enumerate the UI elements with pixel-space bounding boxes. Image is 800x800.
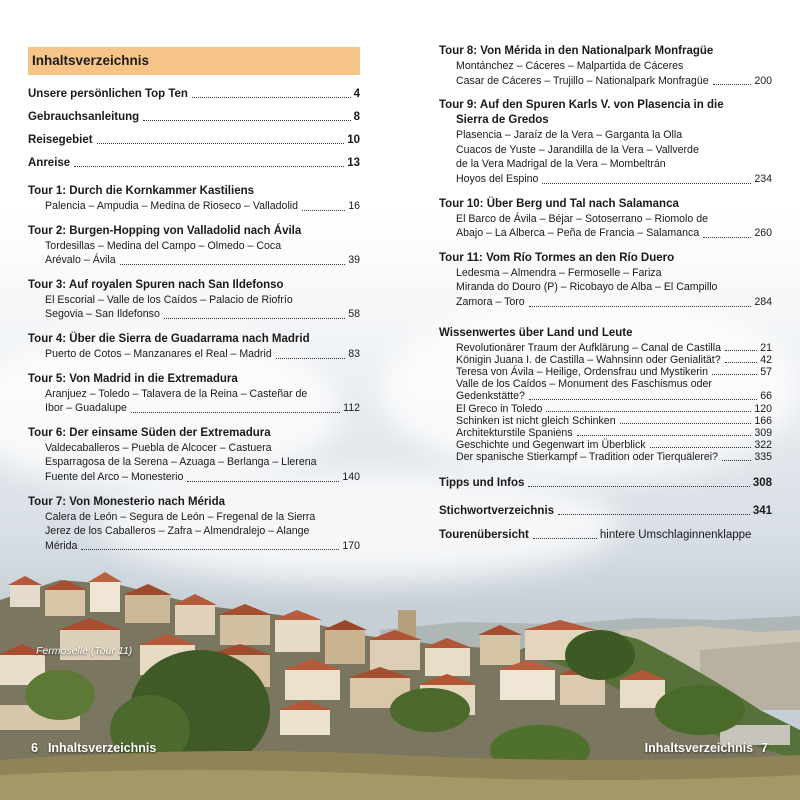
toc-entry[interactable] — [28, 110, 360, 124]
tour-stop-line: Calera de León – Segura de León – Fregenal de la Sierra — [45, 510, 316, 523]
tour-title-line: Sierra de Gredos — [456, 114, 549, 127]
leader-dots — [192, 87, 351, 98]
toc-entry[interactable] — [45, 347, 360, 362]
running-head: Inhaltsverzeichnis — [644, 741, 754, 755]
tour-list — [28, 184, 360, 553]
tour-title-line: Tour 11: Vom Río Tormes an den Río Duero — [439, 251, 675, 264]
toc-entry[interactable] — [439, 476, 772, 490]
leader-dots — [577, 427, 752, 436]
toc-heading: Inhaltsverzeichnis — [28, 47, 360, 75]
tour-title — [439, 98, 772, 128]
toc-entry-page: 308 — [752, 476, 772, 489]
toc-entry[interactable] — [28, 87, 360, 101]
toc-entry-page: 140 — [342, 470, 360, 483]
tour-stops — [28, 199, 360, 214]
tour-stops — [28, 387, 360, 416]
tour-stops — [28, 441, 360, 485]
leader-dots — [703, 226, 751, 238]
tour-title-line: Tour 8: Von Mérida in den Nationalpark Monfragüe — [439, 45, 714, 57]
page-number: 7 — [761, 741, 768, 755]
toc-entry[interactable] — [45, 401, 360, 416]
tour-title-line: Tour 9: Auf den Spuren Karls V. von Plasencia in die — [439, 99, 724, 112]
toc-entry-page: 260 — [754, 227, 772, 240]
toc-entry[interactable] — [45, 539, 360, 554]
toc-entry-page: 284 — [754, 295, 772, 308]
tour-title-line: Tour 2: Burgen-Hopping von Valladolid nach Ávila — [28, 224, 302, 237]
tour-stop-line: Aranjuez – Toledo – Talavera de la Reina – Casteñar de — [45, 387, 308, 400]
tour-stop-line: El Escorial – Valle de los Caídos – Palacio de Riofrío — [45, 293, 293, 306]
toc-entry[interactable] — [28, 133, 360, 147]
tour-entry[interactable] — [28, 372, 360, 416]
toc-entry-title: El Greco in Toledo — [456, 402, 543, 415]
page-number: 6 — [31, 741, 38, 755]
tour-stop-line: Miranda do Douro (P) – Ricobayo de Alba – El Campillo — [456, 281, 718, 294]
tour-title-line: Tour 4: Über die Sierra de Guadarrama nach Madrid — [28, 332, 310, 345]
left-column — [28, 47, 360, 553]
tour-entry[interactable] — [28, 332, 360, 362]
toc-entry-page: 10 — [347, 134, 360, 146]
footer-right — [645, 741, 768, 755]
toc-entry-page: 66 — [760, 390, 772, 403]
toc-entry[interactable] — [456, 427, 772, 439]
tour-stop-line: Plasencia – Jaraíz de la Vera – Garganta la Olla — [456, 129, 683, 142]
toc-entry-page: 83 — [348, 347, 360, 360]
leader-dots — [143, 110, 350, 121]
tour-stop-line: Cuacos de Yuste – Jarandilla de la Vera – Vallverde — [456, 143, 699, 156]
toc-entry-page: 112 — [343, 402, 360, 415]
toc-entry-title: Puerto de Cotos – Manzanares el Real – Madrid — [45, 347, 272, 360]
toc-entry-page: 309 — [754, 426, 772, 439]
toc-entry[interactable] — [456, 74, 772, 89]
wissen-line: Valle de los Caídos – Monument des Faschismus oder — [456, 378, 712, 391]
tour-stop-line: de la Vera Madrigal de la Vera – Mombeltrán — [456, 158, 666, 171]
toc-entry-page: 21 — [760, 341, 772, 354]
tour-stops — [439, 128, 772, 186]
leader-dots — [712, 366, 757, 375]
tour-title — [28, 278, 360, 293]
leader-dots — [542, 172, 751, 184]
toc-entry[interactable] — [45, 307, 360, 322]
tour-title-line: Tour 7: Von Monesterio nach Mérida — [28, 495, 226, 508]
toc-entry-title: Unsere persönlichen Top Ten — [28, 88, 188, 100]
right-column — [439, 44, 772, 542]
leader-dots — [131, 401, 340, 413]
tour-title — [28, 426, 360, 441]
toc-entry[interactable] — [439, 504, 772, 518]
toc-entry-title: Tourenübersicht — [439, 528, 529, 541]
toc-entry-title: Segovia – San Ildefonso — [45, 308, 160, 321]
toc-entry-page: 200 — [754, 74, 772, 87]
toc-entry-page: 166 — [754, 414, 772, 427]
tour-stop-line: Esparragosa de la Serena – Azuaga – Berlanga – Llerena — [45, 456, 317, 469]
toc-entry[interactable] — [45, 470, 360, 485]
tour-stops — [28, 293, 360, 322]
village-photo — [0, 560, 800, 800]
leader-dots — [120, 253, 346, 265]
toc-entry-title: Ibor – Guadalupe — [45, 402, 127, 415]
leader-dots — [558, 504, 750, 515]
toc-entry-title: Teresa von Ávila – Heilige, Ordensfrau und Mystikerin — [456, 365, 709, 378]
tour-title — [439, 197, 772, 212]
toc-entry-title: Tipps und Infos — [439, 476, 525, 489]
toc-entry-page: 42 — [760, 353, 772, 366]
toc-entry[interactable] — [456, 403, 772, 415]
tour-stops — [28, 239, 360, 268]
tour-entry[interactable] — [439, 44, 772, 88]
toc-entry-title: Reisegebiet — [28, 134, 93, 146]
toc-entry-title: Gebrauchsanleitung — [28, 111, 140, 123]
photo-caption: Fermoselle (Tour 11) — [36, 645, 133, 657]
toc-entry-title: Schinken ist nicht gleich Schinken — [456, 414, 616, 427]
toc-entry-page: 4 — [353, 88, 360, 100]
tour-stops — [28, 347, 360, 362]
leader-dots — [302, 199, 345, 211]
tour-title — [439, 251, 772, 266]
tour-stops — [439, 212, 772, 241]
touren-entry[interactable] — [439, 528, 772, 542]
leader-dots — [546, 403, 751, 412]
toc-entry-title: Geschichte und Gegenwart im Überblick — [456, 439, 646, 452]
toc-entry-title: Arévalo – Ávila — [45, 254, 116, 267]
leader-dots — [725, 342, 757, 351]
leader-dots — [722, 451, 751, 460]
toc-entry-page: 335 — [754, 451, 772, 464]
toc-entry-title: Palencia – Ampudia – Medina de Rioseco – Valladolid — [45, 200, 299, 212]
toc-entry[interactable] — [45, 199, 360, 214]
leader-dots — [529, 390, 757, 399]
leader-dots — [533, 528, 597, 539]
tour-title-line: Tour 5: Von Madrid in die Extremadura — [28, 372, 238, 385]
running-head: Inhaltsverzeichnis — [47, 741, 157, 755]
tour-title — [439, 44, 772, 59]
leader-dots — [164, 307, 345, 319]
toc-entry-title: Königin Juana I. de Castilla – Wahnsinn oder Genialität? — [456, 353, 721, 366]
tour-title-line: Tour 3: Auf royalen Spuren nach San Ildefonso — [28, 278, 284, 291]
tour-stop-line: Montánchez – Cáceres – Malpartida de Cáceres — [456, 60, 684, 72]
toc-entry-title: Abajo – La Alberca – Peña de Francia – Salamanca — [456, 227, 700, 240]
toc-entry-title: Fuente del Arco – Monesterio — [45, 470, 184, 483]
tour-title-line: Tour 6: Der einsame Süden der Extremadura — [28, 426, 271, 439]
toc-entry-title: Der spanische Stierkampf – Tradition oder Tierquälerei? — [456, 451, 719, 464]
tour-entry[interactable] — [439, 98, 772, 186]
wissen-list — [439, 342, 772, 464]
toc-entry-title: Stichwortverzeichnis — [439, 504, 555, 517]
toc-entry[interactable] — [456, 439, 772, 451]
tour-title — [28, 184, 360, 199]
tour-stop-line: Valdecaballeros – Puebla de Alcocer – Castuera — [45, 441, 272, 454]
tour-stop-line: El Barco de Ávila – Béjar – Sotoserrano – Riomolo de — [456, 212, 709, 225]
leader-dots — [81, 539, 339, 551]
tour-entry[interactable] — [439, 251, 772, 310]
toc-entry-title: Zamora – Toro — [456, 295, 525, 308]
toc-entry-page: 322 — [754, 439, 772, 452]
main-entries — [28, 87, 360, 170]
toc-entry-title: Gedenkstätte? — [456, 390, 525, 403]
tour-title — [28, 332, 360, 347]
tour-stops — [439, 59, 772, 88]
toc-entry-title: Architekturstile Spaniens — [456, 426, 573, 439]
leader-dots — [97, 133, 345, 144]
toc-entry-title: Revolutionärer Traum der Aufklärung – Canal de Castilla — [456, 341, 721, 354]
toc-entry-page: 39 — [348, 254, 360, 267]
toc-entry[interactable] — [28, 156, 360, 170]
tour-entry[interactable] — [28, 495, 360, 554]
tour-title — [28, 224, 360, 239]
toc-entry-page: 58 — [348, 308, 360, 321]
leader-dots — [529, 295, 752, 307]
leader-dots — [725, 354, 758, 363]
tour-entry[interactable] — [28, 278, 360, 322]
footer-left — [31, 741, 156, 755]
toc-entry[interactable] — [456, 390, 772, 402]
toc-entry-title: Anreise — [28, 157, 71, 169]
toc-entry-title: Casar de Cáceres – Trujillo – Nationalpark Monfragüe — [456, 74, 709, 87]
tour-title-line: Tour 1: Durch die Kornkammer Kastiliens — [28, 185, 255, 197]
toc-entry-page: 170 — [342, 539, 360, 552]
toc-entry[interactable] — [456, 354, 772, 366]
toc-entry[interactable] — [456, 415, 772, 427]
toc-entry-page: 341 — [752, 504, 772, 517]
leader-dots — [713, 74, 752, 86]
tour-entry[interactable] — [28, 224, 360, 268]
toc-entry[interactable] — [456, 451, 772, 463]
toc-entry[interactable] — [456, 226, 772, 241]
wissen-heading: Wissenwertes über Land und Leute — [439, 326, 633, 339]
toc-entry[interactable] — [456, 295, 772, 310]
leader-dots — [620, 415, 752, 424]
leader-dots — [187, 470, 339, 482]
tour-title — [28, 372, 360, 387]
tour-stop-line: Tordesillas – Medina del Campo – Olmedo – Coca — [45, 239, 282, 252]
toc-entry-page: 8 — [353, 111, 360, 123]
toc-entry-page: 57 — [760, 365, 772, 378]
toc-entry-page: 16 — [348, 200, 360, 212]
tour-title — [28, 495, 360, 510]
toc-entry[interactable] — [456, 342, 772, 354]
tour-entry[interactable] — [28, 426, 360, 485]
tour-stops — [28, 510, 360, 554]
toc-entry-page: 13 — [347, 157, 360, 169]
tour-stop-line: Jerez de los Caballeros – Zafra – Almendralejo – Alange — [45, 525, 310, 538]
tour-entry[interactable] — [439, 197, 772, 241]
toc-entry[interactable] — [456, 172, 772, 187]
tour-title-line: Tour 10: Über Berg und Tal nach Salamanca — [439, 197, 679, 210]
toc-entry-title: Hoyos del Espino — [456, 172, 539, 185]
toc-entry[interactable] — [456, 366, 772, 378]
tour-list — [439, 44, 772, 310]
main-entries — [439, 476, 772, 518]
toc-entry-title: Mérida — [45, 539, 78, 552]
toc-entry[interactable] — [45, 253, 360, 268]
toc-entry-page: 234 — [754, 172, 772, 185]
leader-dots — [74, 156, 344, 167]
toc-entry-page: 120 — [754, 402, 772, 415]
tour-stop-line: Ledesma – Almendra – Fermoselle – Fariza — [456, 266, 662, 279]
leader-dots — [650, 439, 752, 448]
leader-dots — [528, 476, 749, 487]
tour-stops — [439, 266, 772, 310]
tour-entry[interactable] — [28, 184, 360, 214]
toc-entry-page: hintere Umschlaginnenklappe — [599, 528, 752, 541]
leader-dots — [276, 347, 345, 359]
